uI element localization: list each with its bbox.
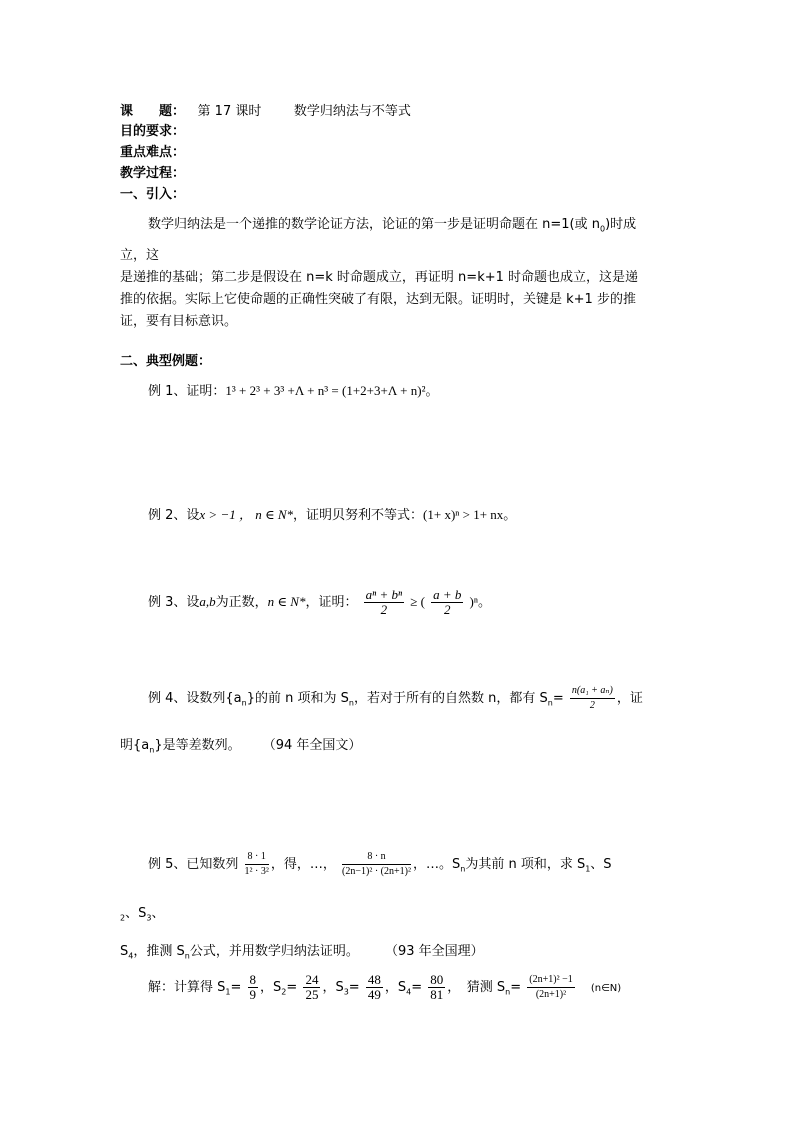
example-3-fraction-1 xyxy=(364,588,404,617)
example-5-sub: 2 xyxy=(120,913,126,923)
intro-text-1: 数学归纳法是一个递推的数学论证方法，论证的第一步是证明命题在 n=1(或 n xyxy=(148,217,600,232)
example-5-fraction-2 xyxy=(342,850,411,879)
fraction-denominator: 1² · 3² xyxy=(244,866,269,877)
example-4-sub: n xyxy=(547,698,553,708)
section2-heading: 二、典型例题： xyxy=(120,354,212,369)
example-5-fraction-1 xyxy=(245,850,269,879)
example-4 xyxy=(148,684,643,713)
example-4-line2-a: 明{a xyxy=(120,738,150,753)
fraction-numerator: 8 · 1 xyxy=(245,850,269,865)
example-4-eq: = xyxy=(552,691,564,706)
solution-sub: 1 xyxy=(225,987,231,997)
example-4-sub: n xyxy=(149,745,155,755)
example-5-sub: n xyxy=(184,951,190,961)
example-5-line-3 xyxy=(120,940,484,961)
example-3 xyxy=(148,588,491,617)
solution-fraction-1 xyxy=(248,973,259,1002)
fraction-denominator: 9 xyxy=(249,987,257,1002)
example-3-label: 例 3、设 xyxy=(148,595,200,610)
lesson-number: 第 17 课时 xyxy=(197,104,262,119)
example-2-condition: x > −1 ， n ∈ N* xyxy=(199,507,294,522)
example-1-end: 。 xyxy=(425,384,439,399)
example-5-sub: n xyxy=(460,864,466,874)
example-2-end: 。 xyxy=(503,508,517,523)
intro-sub: 0 xyxy=(599,224,606,234)
fraction-numerator: 8 xyxy=(249,972,257,987)
solution-text: ，S xyxy=(384,980,407,995)
example-5-text: 、S xyxy=(125,906,147,921)
example-3-fraction-2 xyxy=(431,588,463,617)
example-5-text-a: 例 5、已知数列 xyxy=(148,857,239,872)
example-4-line-2 xyxy=(120,734,361,755)
fraction-denominator: 2 xyxy=(589,700,595,711)
example-2-formula: (1+ x)ⁿ > 1+ nx xyxy=(423,507,504,522)
example-4-end: ，证 xyxy=(616,691,643,706)
goals-label: 目的要求： xyxy=(120,124,186,139)
example-5-text-b: ，得，…， xyxy=(270,857,336,872)
fraction-denominator: 25 xyxy=(305,987,319,1002)
example-5-text: 、 xyxy=(151,906,165,921)
solution-eq: = xyxy=(411,980,423,995)
example-3-end: 。 xyxy=(477,595,491,610)
example-4-text-c: ，若对于所有的自然数 n，都有 S xyxy=(353,691,548,706)
example-4-line2-b: }是等差数列。 xyxy=(154,738,241,753)
solution-fraction-guess xyxy=(527,973,574,1002)
example-5-text-d: 为其前 n 项和，求 S xyxy=(465,857,586,872)
solution xyxy=(148,973,621,1002)
page-title: 数学归纳法与不等式 xyxy=(293,104,411,119)
solution-sub: n xyxy=(505,987,511,997)
solution-label: 解：计算得 S xyxy=(148,980,226,995)
intro-text-1-end: )时成 xyxy=(605,217,637,232)
solution-fraction-3 xyxy=(366,973,383,1002)
solution-text: ，S xyxy=(322,980,344,995)
process-label: 教学过程： xyxy=(120,166,186,181)
topic-label: 课 题： xyxy=(120,104,186,119)
example-4-sub: n xyxy=(241,698,247,708)
example-3-vars: a,b xyxy=(199,594,216,609)
header-line xyxy=(120,100,411,119)
fraction-denominator: 2 xyxy=(443,602,451,617)
example-3-condition: n ∈ N* xyxy=(267,594,306,609)
example-5-text-e: 、S xyxy=(590,857,612,872)
solution-text: ，S xyxy=(260,980,282,995)
example-5-text: 公式，并用数学归纳法证明。 xyxy=(189,944,359,959)
solution-eq: = xyxy=(286,980,298,995)
solution-sub: 3 xyxy=(343,987,349,997)
fraction-numerator: a + b xyxy=(433,587,462,602)
fraction-numerator: 80 xyxy=(430,972,444,987)
solution-eq: = xyxy=(348,980,360,995)
example-5-sub: 1 xyxy=(585,864,591,874)
example-2-label: 例 2、设 xyxy=(148,508,200,523)
example-5-line-2 xyxy=(120,902,164,923)
example-3-text: 为正数， xyxy=(215,595,268,610)
example-5-sub: 4 xyxy=(128,951,134,961)
example-4-text-a: 例 4、设数列{a xyxy=(148,691,242,706)
fraction-numerator: 48 xyxy=(367,972,381,987)
fraction-denominator: (2n+1)² xyxy=(535,989,567,1000)
intro-line-1 xyxy=(148,213,636,234)
section1-heading: 一、引入： xyxy=(120,187,186,202)
example-4-fraction xyxy=(570,684,615,713)
solution-eq: = xyxy=(230,980,242,995)
example-1-formula: 1³ + 2³ + 3³ +Λ + n³ = (1+2+3+Λ + n)² xyxy=(225,383,426,398)
intro-line-2: 立，这 xyxy=(120,248,160,263)
fraction-denominator: 49 xyxy=(367,987,381,1002)
example-5-source: （93 年全国理） xyxy=(384,944,484,959)
example-5-sub: 3 xyxy=(146,913,152,923)
intro-line-3: 是递推的基础；第二步是假设在 n=k 时命题成立，再证明 n=k+1 时命题也成立，这是递 xyxy=(120,270,639,285)
example-1 xyxy=(148,380,438,399)
key-points-label: 重点难点： xyxy=(120,145,186,160)
fraction-numerator: 24 xyxy=(305,972,319,987)
example-5 xyxy=(148,850,612,879)
example-3-geq: ≥ ( xyxy=(410,594,425,609)
fraction-denominator: 81 xyxy=(430,987,444,1002)
example-3-text-2: ，证明： xyxy=(305,595,358,610)
intro-line-5: 证，要有目标意识。 xyxy=(120,314,238,329)
fraction-numerator: n(a₁ + aₙ) xyxy=(570,684,615,699)
example-3-close: )ⁿ xyxy=(469,594,478,609)
fraction-numerator: (2n+1)² −1 xyxy=(527,973,574,988)
solution-sub: 2 xyxy=(281,987,287,997)
fraction-denominator: (2n−1)² · (2n+1)² xyxy=(342,866,411,877)
solution-fraction-2 xyxy=(303,973,320,1002)
fraction-numerator: aⁿ + bⁿ xyxy=(365,587,403,602)
example-2-text: ，证明贝努利不等式： xyxy=(293,508,424,523)
solution-guess: ， 猜测 S xyxy=(447,980,506,995)
example-2 xyxy=(148,504,516,523)
solution-condition: (n∈N) xyxy=(590,983,622,994)
example-4-text-b: }的前 n 项和为 S xyxy=(246,691,349,706)
example-1-label: 例 1、证明： xyxy=(148,384,226,399)
solution-sub: 4 xyxy=(406,987,412,997)
example-5-text: ，推测 S xyxy=(133,944,185,959)
example-5-text: S xyxy=(120,944,129,959)
example-5-text-c: ，…。S xyxy=(412,857,461,872)
fraction-denominator: 2 xyxy=(380,602,388,617)
example-4-sub: n xyxy=(348,698,354,708)
fraction-numerator: 8 · n xyxy=(342,850,411,865)
example-4-source: （94 年全国文） xyxy=(262,738,362,753)
intro-line-4: 推的依据。实际上它使命题的正确性突破了有限，达到无限。证明时，关键是 k+1 步的推 xyxy=(120,292,636,307)
solution-eq: = xyxy=(510,980,522,995)
solution-fraction-4 xyxy=(428,973,445,1002)
